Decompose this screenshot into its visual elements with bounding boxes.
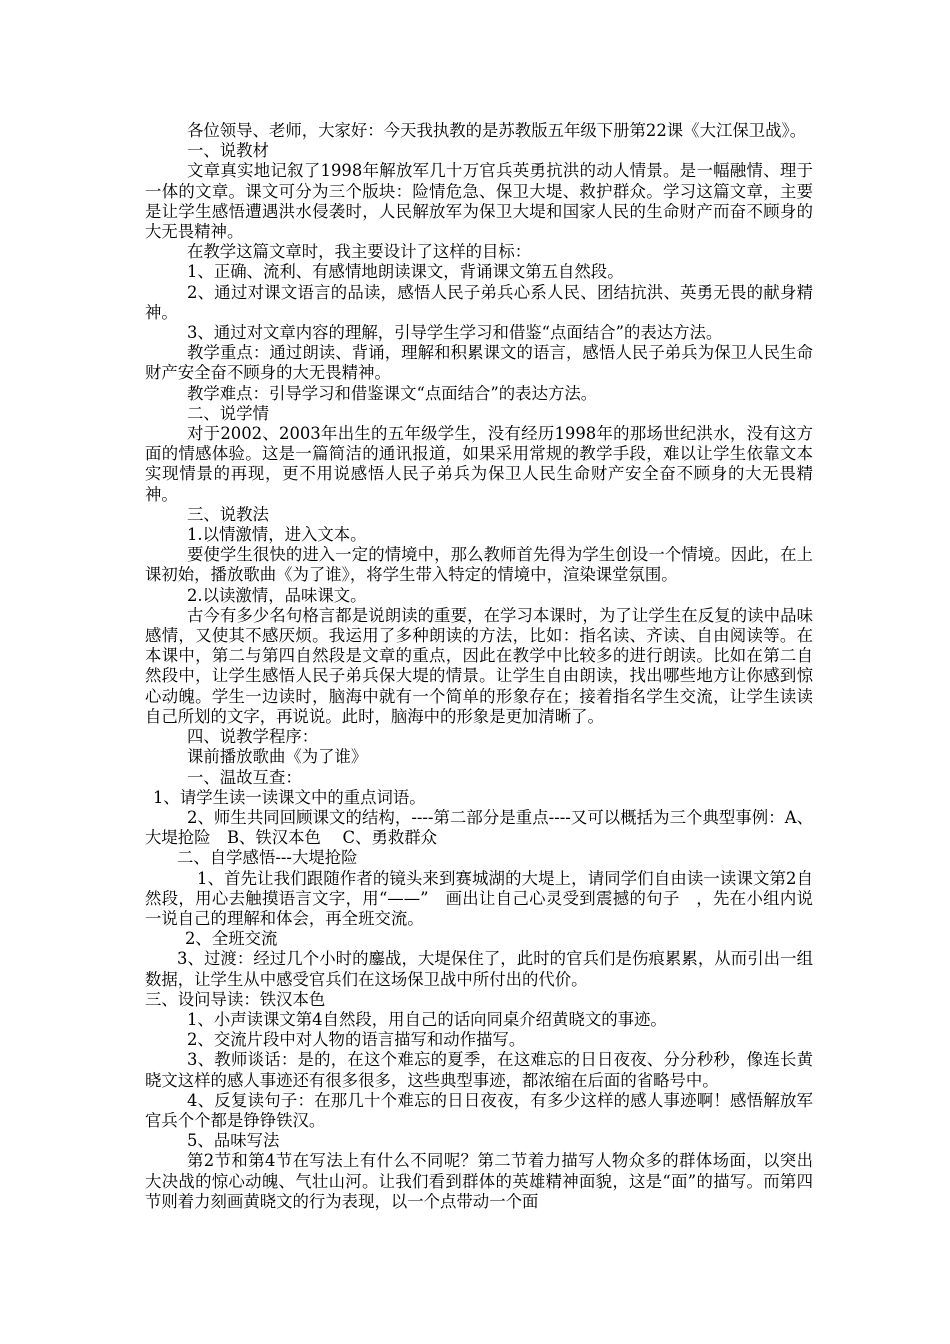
paragraph: 2、交流片段中对人物的语言描写和动作描写。 — [187, 1030, 526, 1050]
paragraph: 3、教师谈话：是的，在这个难忘的夏季，在这难忘的日日夜夜、分分秒秒，像连长黄晓文这样的感人事迹还有很多很多，这些典型事迹，都浓缩在后面的省略号中。 — [145, 1050, 813, 1090]
paragraph: 教学难点：引导学习和借鉴课文“点面结合”的表达方法。 — [187, 383, 598, 403]
paragraph: 各位领导、老师，大家好：今天我执教的是苏教版五年级下册第22课《大江保卫战》。 — [187, 121, 807, 140]
paragraph: 1、正确、流利、有感情地朗读课文，背诵课文第五自然段。 — [187, 262, 624, 282]
paragraph: 3、过渡：经过几个小时的鏖战，大堤保住了，此时的官兵们是伤痕累累，从而引出一组数据，让学生从中感受官兵们在这场保卫战中所付出的代价。 — [145, 949, 813, 989]
paragraph: 要使学生很快的进入一定的情境中，那么教师首先得为学生创设一个情境。因此，在上课初始，播放歌曲《为了谁》，将学生带入特定的情境中，渲染课堂氛围。 — [145, 545, 813, 585]
paragraph: 三、说教法 — [187, 504, 269, 524]
paragraph: 2、师生共同回顾课文的结构，----第二部分是重点----又可以概括为三个典型事例：A、大堤抢险 B、铁汉本色 C、勇救群众 — [145, 807, 813, 848]
paragraph: 第2节和第4节在写法上有什么不同呢？第二节着力描写人物众多的群体场面，以突出大决战的惊心动魄、气壮山河。让我们看到群体的英雄精神面貌，这是“面”的描写。而第四节则着力刻画黄晓文的行为表现，以一个点带动一个面 — [145, 1151, 813, 1211]
paragraph: 古今有多少名句格言都是说朗读的重要，在学习本课时，为了让学生在反复的读中品味感情，又使其不感厌烦。我运用了多种朗读的方法，比如：指名读、齐读、自由阅读等。在本课中，第二与第四自然段是文章的重点，因此在教学中比较多的进行朗读。比如在第二自然段中，让学生感悟人民子弟兵保大堤的情景。让学生自由朗读，找出哪些地方让你感到惊心动魄。学生一边读时，脑海中就有一个简单的形象存在；接着指名学生交流，让学生读读自己所划的文字，再说说。此时，脑海中的形象是更加清晰了。 — [145, 605, 813, 726]
paragraph: 一、说教材 — [187, 141, 269, 161]
paragraph: 二、自学感悟---大堤抢险 — [177, 848, 358, 868]
paragraph: 三、设问导读：铁汉本色 — [145, 989, 326, 1009]
paragraph: 文章真实地记叙了1998年解放军几十万官兵英勇抗洪的动人情景。是一幅融情、理于一体的文章。课文可分为三个版块：险情危急、保卫大堤、救护群众。学习这篇文章，主要是让学生感悟遭遇洪水侵袭时，人民解放军为保卫大堤和国家人民的生命财产而奋不顾身的大无畏精神。 — [145, 161, 813, 242]
paragraph: 四、说教学程序： — [187, 727, 319, 747]
paragraph: 1、首先让我们跟随作者的镜头来到赛城湖的大堤上，请同学们自由读一读课文第2自然段，用心去触摸语言文字，用“——” 画出让自己心灵受到震撼的句子 ，先在小组内说一说自己的理解和体会，再全班交流。 — [145, 868, 813, 928]
paragraph: 3、通过对文章内容的理解，引导学生学习和借鉴“点面结合”的表达方法。 — [187, 323, 723, 343]
paragraph: 2.以读激情，品味课文。 — [187, 585, 367, 605]
paragraph: 5、品味写法 — [187, 1131, 280, 1151]
paragraph: 一、温故互查： — [187, 767, 302, 787]
paragraph: 1、小声读课文第4自然段，用自己的话向同桌介绍黄晓文的事迹。 — [187, 1009, 667, 1029]
paragraph: 课前播放歌曲《为了谁》 — [187, 747, 368, 767]
paragraph: 1.以情激情，进入文本。 — [187, 525, 367, 545]
paragraph: 二、说学情 — [187, 403, 269, 423]
paragraph: 教学重点：通过朗读、背诵，理解和积累课文的语言，感悟人民子弟兵为保卫人民生命财产安全奋不顾身的大无畏精神。 — [145, 343, 813, 383]
paragraph: 对于2002、2003年出生的五年级学生，没有经历1998年的那场世纪洪水，没有这方面的情感体验。这是一篇简洁的通讯报道，如果采用常规的教学手段，难以让学生依靠文本实现情景的再现，更不用说感悟人民子弟兵为保卫人民生命财产安全奋不顾身的大无畏精神。 — [145, 424, 813, 504]
paragraph: 在教学这篇文章时，我主要设计了这样的目标： — [187, 242, 532, 262]
paragraph: 1、请学生读一读课文中的重点词语。 — [153, 787, 426, 807]
paragraph: 2、全班交流 — [185, 929, 278, 949]
paragraph: 2、通过对课文语言的品读，感悟人民子弟兵心系人民、团结抗洪、英勇无畏的献身精神。 — [145, 282, 813, 322]
paragraph: 4、反复读句子：在那几十个难忘的日日夜夜，有多少这样的感人事迹啊！感悟解放军官兵个个都是铮铮铁汉。 — [145, 1090, 813, 1130]
document-body — [145, 121, 813, 1212]
